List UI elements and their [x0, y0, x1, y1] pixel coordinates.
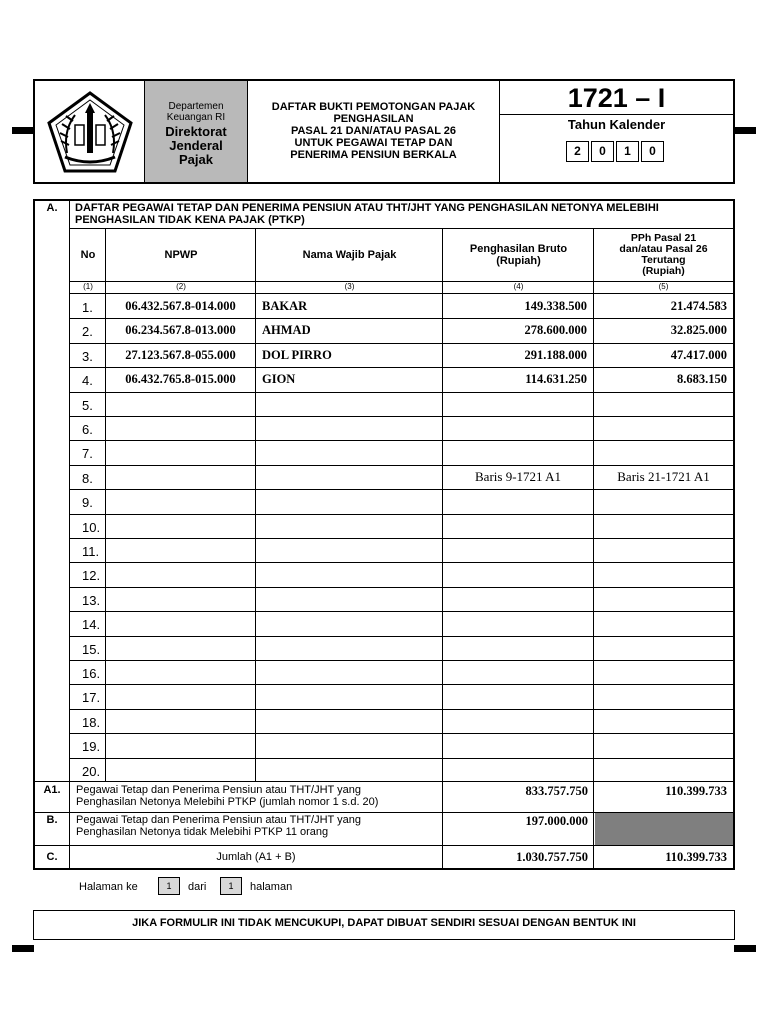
column-header-nama: Nama Wajib Pajak: [302, 249, 397, 261]
bruto-cell[interactable]: Baris 9-1721 A1: [475, 469, 561, 484]
npwp-cell[interactable]: [106, 611, 255, 635]
row-number[interactable]: 11.: [82, 544, 100, 559]
column-index: (2): [176, 282, 186, 291]
row-number[interactable]: 13.: [82, 593, 101, 608]
header-bottom-line: [69, 281, 733, 282]
row-number[interactable]: 2.: [82, 324, 93, 339]
row-number[interactable]: 1.: [82, 300, 93, 315]
row-line: [69, 514, 733, 515]
title-line: PENGHASILAN: [333, 113, 414, 125]
nama-cell[interactable]: GION: [262, 372, 296, 386]
summary-c-top-line: [35, 845, 733, 846]
summary-a1-desc: [70, 784, 442, 812]
tahun-kalender-label: Tahun Kalender: [567, 117, 666, 132]
header-line: dan/atau Pasal 26: [619, 243, 708, 255]
header-line: (Rupiah): [642, 265, 685, 277]
form-number: 1721 – I: [500, 81, 733, 115]
summary-c-desc: Jumlah (A1 + B): [216, 851, 296, 863]
column-index: (1): [83, 282, 93, 291]
registration-mark-right-bottom: [734, 945, 756, 952]
bruto-cell[interactable]: [443, 611, 593, 635]
pph-cell[interactable]: [594, 733, 733, 757]
npwp-cell[interactable]: [106, 684, 255, 708]
summary-b-pph-shaded: [595, 813, 733, 845]
npwp-cell[interactable]: [106, 538, 255, 562]
halaman-ke-label: Halaman ke: [79, 881, 138, 893]
row-line: [69, 611, 733, 612]
summary-b-code: B.: [46, 814, 58, 826]
npwp-cell[interactable]: [106, 660, 255, 684]
bruto-cell[interactable]: [443, 538, 593, 562]
pph-cell[interactable]: 47.417.000: [670, 348, 727, 362]
row-number[interactable]: 15.: [82, 642, 101, 657]
row-number[interactable]: 18.: [82, 715, 101, 730]
bruto-cell[interactable]: [443, 489, 593, 513]
department-cell: [145, 81, 248, 182]
summary-a1-pph: 110.399.733: [665, 784, 727, 798]
row-line: [69, 733, 733, 734]
row-line: [69, 562, 733, 563]
column-header-no: No: [80, 249, 96, 261]
bruto-cell[interactable]: [443, 587, 593, 611]
title-line: PENERIMA PENSIUN BERKALA: [290, 149, 457, 161]
row-line: [69, 318, 733, 319]
nama-cell[interactable]: AHMAD: [262, 323, 311, 337]
row-line: [69, 392, 733, 393]
directorate-line: Jenderal: [169, 138, 223, 153]
nama-cell[interactable]: [256, 538, 442, 562]
row-number[interactable]: 12.: [82, 568, 101, 583]
header-line: PPh Pasal 21: [630, 232, 697, 244]
row-number[interactable]: 16.: [82, 666, 101, 681]
year-digit-box[interactable]: 0: [641, 141, 664, 162]
bruto-cell[interactable]: [443, 758, 593, 782]
directorate-line: Pajak: [179, 152, 213, 167]
summary-c-code: C.: [46, 851, 58, 863]
summary-a1-bruto: 833.757.750: [525, 784, 588, 798]
column-header-bruto: [443, 229, 594, 281]
form-title: [248, 81, 500, 182]
npwp-cell[interactable]: [106, 440, 255, 464]
pph-cell[interactable]: [594, 489, 733, 513]
nama-cell[interactable]: [256, 440, 442, 464]
directorate-line: Direktorat: [165, 124, 227, 139]
pph-cell[interactable]: [594, 636, 733, 660]
npwp-cell[interactable]: [106, 587, 255, 611]
summary-desc-line: Pegawai Tetap dan Penerima Pensiun atau THT/JHT yang: [76, 784, 361, 796]
row-number[interactable]: 7.: [82, 446, 93, 461]
nama-cell[interactable]: DOL PIRRO: [262, 348, 332, 362]
row-line: [69, 587, 733, 588]
nama-cell[interactable]: [256, 562, 442, 586]
npwp-cell[interactable]: [106, 733, 255, 757]
column-divider: [442, 228, 443, 782]
row-line: [69, 538, 733, 539]
bruto-cell[interactable]: 291.188.000: [524, 348, 587, 362]
year-digit-box[interactable]: 1: [616, 141, 639, 162]
nama-cell[interactable]: [256, 709, 442, 733]
npwp-cell[interactable]: [106, 636, 255, 660]
row-number[interactable]: 5.: [82, 398, 93, 413]
header-line: Penghasilan Bruto: [469, 243, 568, 255]
nama-cell[interactable]: [256, 587, 442, 611]
row-number[interactable]: 14.: [82, 617, 101, 632]
row-number[interactable]: 17.: [82, 690, 101, 705]
registration-mark-left-top: [12, 127, 34, 134]
pph-cell[interactable]: [594, 587, 733, 611]
npwp-cell[interactable]: [106, 465, 255, 489]
main-table: [33, 199, 735, 870]
summary-b-bruto: 197.000.000: [525, 814, 588, 828]
column-index: (5): [658, 282, 669, 291]
nama-cell[interactable]: [256, 611, 442, 635]
total-pages-box[interactable]: 1: [220, 877, 242, 895]
form-id-cell: [500, 81, 733, 182]
row-number[interactable]: 6.: [82, 422, 93, 437]
index-bottom-line: [69, 293, 733, 294]
npwp-cell[interactable]: [106, 392, 255, 416]
code-column-divider: [69, 201, 70, 868]
row-number[interactable]: 20.: [82, 764, 101, 779]
bruto-cell[interactable]: [443, 562, 593, 586]
column-divider: [105, 228, 106, 782]
column-index: (3): [344, 282, 355, 291]
summary-b-top-line: [35, 812, 733, 813]
bruto-cell[interactable]: [443, 660, 593, 684]
row-line: [69, 709, 733, 710]
npwp-cell[interactable]: 27.123.567.8-055.000: [125, 348, 236, 362]
row-number[interactable]: 10.: [82, 520, 101, 535]
title-line: DAFTAR BUKTI PEMOTONGAN PAJAK: [271, 101, 476, 113]
row-line: [69, 465, 733, 466]
halaman-label: halaman: [250, 881, 293, 893]
pph-cell[interactable]: [594, 416, 733, 440]
page-number-box[interactable]: 1: [158, 877, 180, 895]
row-number[interactable]: 3.: [82, 349, 93, 364]
nama-cell[interactable]: [256, 733, 442, 757]
summary-divider: [442, 781, 443, 868]
pph-cell[interactable]: 21.474.583: [670, 299, 727, 313]
row-line: [69, 343, 733, 344]
row-line: [69, 489, 733, 490]
pph-cell[interactable]: Baris 21-1721 A1: [617, 469, 710, 484]
bruto-cell[interactable]: [443, 440, 593, 464]
npwp-cell[interactable]: [106, 514, 255, 538]
npwp-cell[interactable]: [106, 562, 255, 586]
dept-line: Keuangan RI: [166, 112, 226, 123]
footnote-box: JIKA FORMULIR INI TIDAK MENCUKUPI, DAPAT DIBUAT SENDIRI SESUAI DENGAN BENTUK INI: [33, 910, 735, 940]
dept-line: Departemen: [168, 101, 224, 112]
pph-cell[interactable]: [594, 611, 733, 635]
pph-cell[interactable]: [594, 562, 733, 586]
header-line: Terutang: [641, 254, 686, 266]
row-line: [69, 684, 733, 685]
registration-mark-left-bottom: [12, 945, 34, 952]
section-a-code: A.: [46, 202, 58, 214]
pph-cell[interactable]: [594, 440, 733, 464]
pph-cell[interactable]: 8.683.150: [677, 372, 727, 386]
summary-a1-code: A1.: [43, 784, 61, 796]
bruto-cell[interactable]: [443, 514, 593, 538]
npwp-cell[interactable]: [106, 489, 255, 513]
npwp-cell[interactable]: 06.432.765.8-015.000: [125, 372, 236, 386]
summary-desc-line: Pegawai Tetap dan Penerima Pensiun atau THT/JHT yang: [76, 814, 361, 826]
row-number[interactable]: 19.: [82, 739, 101, 754]
column-index: (4): [513, 282, 524, 291]
bruto-cell[interactable]: 149.338.500: [524, 299, 587, 313]
row-line: [69, 660, 733, 661]
summary-c-bruto: 1.030.757.750: [516, 850, 588, 864]
nama-cell[interactable]: [256, 758, 442, 782]
row-line: [69, 367, 733, 368]
summary-a1-top-line: [35, 781, 733, 782]
registration-mark-right-top: [734, 127, 756, 134]
row-number[interactable]: 4.: [82, 373, 93, 388]
npwp-cell[interactable]: [106, 416, 255, 440]
bruto-cell[interactable]: 278.600.000: [524, 323, 587, 337]
pph-cell[interactable]: [594, 684, 733, 708]
bruto-cell[interactable]: [443, 636, 593, 660]
pph-cell[interactable]: [594, 538, 733, 562]
summary-divider: [593, 781, 594, 868]
bruto-cell[interactable]: [443, 709, 593, 733]
summary-b-desc: [70, 814, 442, 844]
title-line: UNTUK PEGAWAI TETAP DAN: [294, 137, 453, 149]
summary-c-pph: 110.399.733: [665, 850, 727, 864]
summary-desc-line: Penghasilan Netonya Melebihi PTKP (jumlah nomor 1 s.d. 20): [76, 796, 379, 808]
header-line: (Rupiah): [496, 255, 541, 267]
bruto-cell[interactable]: 114.631.250: [525, 372, 587, 386]
bruto-cell[interactable]: [443, 733, 593, 757]
section-a-title: DAFTAR PEGAWAI TETAP DAN PENERIMA PENSIUN ATAU THT/JHT YANG PENGHASILAN NETONYA MELEBIHI PENGHASILAN TIDAK KENA PAJAK (PTKP): [75, 202, 659, 226]
nama-cell[interactable]: [256, 489, 442, 513]
dari-label: dari: [188, 881, 207, 893]
bruto-cell[interactable]: [443, 416, 593, 440]
pph-cell[interactable]: [594, 758, 733, 782]
nama-cell[interactable]: [256, 416, 442, 440]
pph-cell[interactable]: [594, 392, 733, 416]
npwp-cell[interactable]: 06.432.567.8-014.000: [125, 299, 236, 313]
column-divider: [593, 228, 594, 782]
pph-cell[interactable]: 32.825.000: [670, 323, 727, 337]
pph-cell[interactable]: [594, 660, 733, 684]
nama-cell[interactable]: [256, 684, 442, 708]
form-header: [33, 79, 735, 184]
year-digit-box[interactable]: 2: [566, 141, 589, 162]
column-header-pph: [594, 229, 733, 281]
npwp-cell[interactable]: [106, 709, 255, 733]
nama-cell[interactable]: BAKAR: [262, 299, 308, 313]
nama-cell[interactable]: [256, 392, 442, 416]
header-top-line: [69, 228, 733, 229]
column-divider: [255, 228, 256, 782]
row-line: [69, 440, 733, 441]
bruto-cell[interactable]: [443, 684, 593, 708]
logo-cell: [35, 81, 145, 182]
row-line: [69, 636, 733, 637]
summary-desc-line: Penghasilan Netonya tidak Melebihi PTKP 11 orang: [76, 826, 329, 838]
row-line: [69, 416, 733, 417]
bruto-cell[interactable]: [443, 392, 593, 416]
row-number[interactable]: 9.: [82, 495, 93, 510]
row-line: [69, 758, 733, 759]
pph-cell[interactable]: [594, 514, 733, 538]
row-number[interactable]: 8.: [82, 471, 93, 486]
nama-cell[interactable]: [256, 636, 442, 660]
ministry-emblem-icon: [45, 91, 135, 173]
pph-cell[interactable]: [594, 709, 733, 733]
nama-cell[interactable]: [256, 514, 442, 538]
year-digit-box[interactable]: 0: [591, 141, 614, 162]
title-line: PASAL 21 DAN/ATAU PASAL 26: [290, 125, 457, 137]
npwp-cell[interactable]: [106, 758, 255, 782]
npwp-cell[interactable]: 06.234.567.8-013.000: [125, 323, 236, 337]
column-header-npwp: NPWP: [164, 249, 198, 261]
nama-cell[interactable]: [256, 465, 442, 489]
nama-cell[interactable]: [256, 660, 442, 684]
